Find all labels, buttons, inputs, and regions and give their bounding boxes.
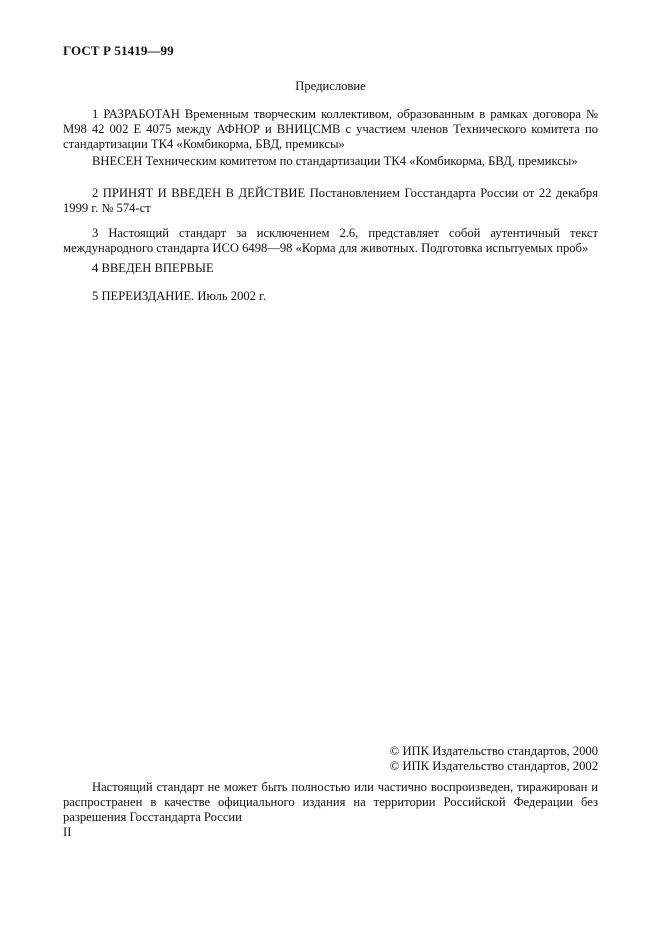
- page-title: Предисловие: [295, 79, 366, 93]
- paragraph-first-introduced: 4 ВВЕДЕН ВПЕРВЫЕ: [92, 261, 214, 275]
- paragraph-reissue: 5 ПЕРЕИЗДАНИЕ. Июль 2002 г.: [92, 289, 267, 303]
- standard-number-header: ГОСТ Р 51419—99: [63, 43, 174, 58]
- paragraph-introduced-by: ВНЕСЕН Техническим комитетом по стандартизации ТК4 «Комбикорма, БВД, премиксы»: [92, 154, 578, 168]
- reproduction-notice: Настоящий стандарт не может быть полностью или частично воспроизведен, тиражирован и распространен в качестве официального издания на территории Российской Федерации без разрешения Госстандарта России: [63, 780, 598, 824]
- paragraph-authentic-text: 3 Настоящий стандарт за исключением 2.6, представляет собой аутентичный текст международного стандарта ИСО 6498—98 «Корма для животных. Подготовка испытуемых проб»: [63, 226, 598, 255]
- paragraph-developed-by: 1 РАЗРАБОТАН Временным творческим коллективом, образованным в рамках договора № М98 42 002 Е 4075 между АФНОР и ВНИЦСМВ с участием членов Технического комитета по стандартизации ТК4 «Комбикорма, БВД, премиксы»: [63, 107, 598, 151]
- copyright-line-2000: © ИПК Издательство стандартов, 2000: [389, 744, 598, 758]
- paragraph-adopted: 2 ПРИНЯТ И ВВЕДЕН В ДЕЙСТВИЕ Постановлением Госстандарта России от 22 декабря 1999 г. № 574-ст: [63, 186, 598, 215]
- page-number: II: [63, 825, 72, 839]
- copyright-line-2002: © ИПК Издательство стандартов, 2002: [389, 759, 598, 773]
